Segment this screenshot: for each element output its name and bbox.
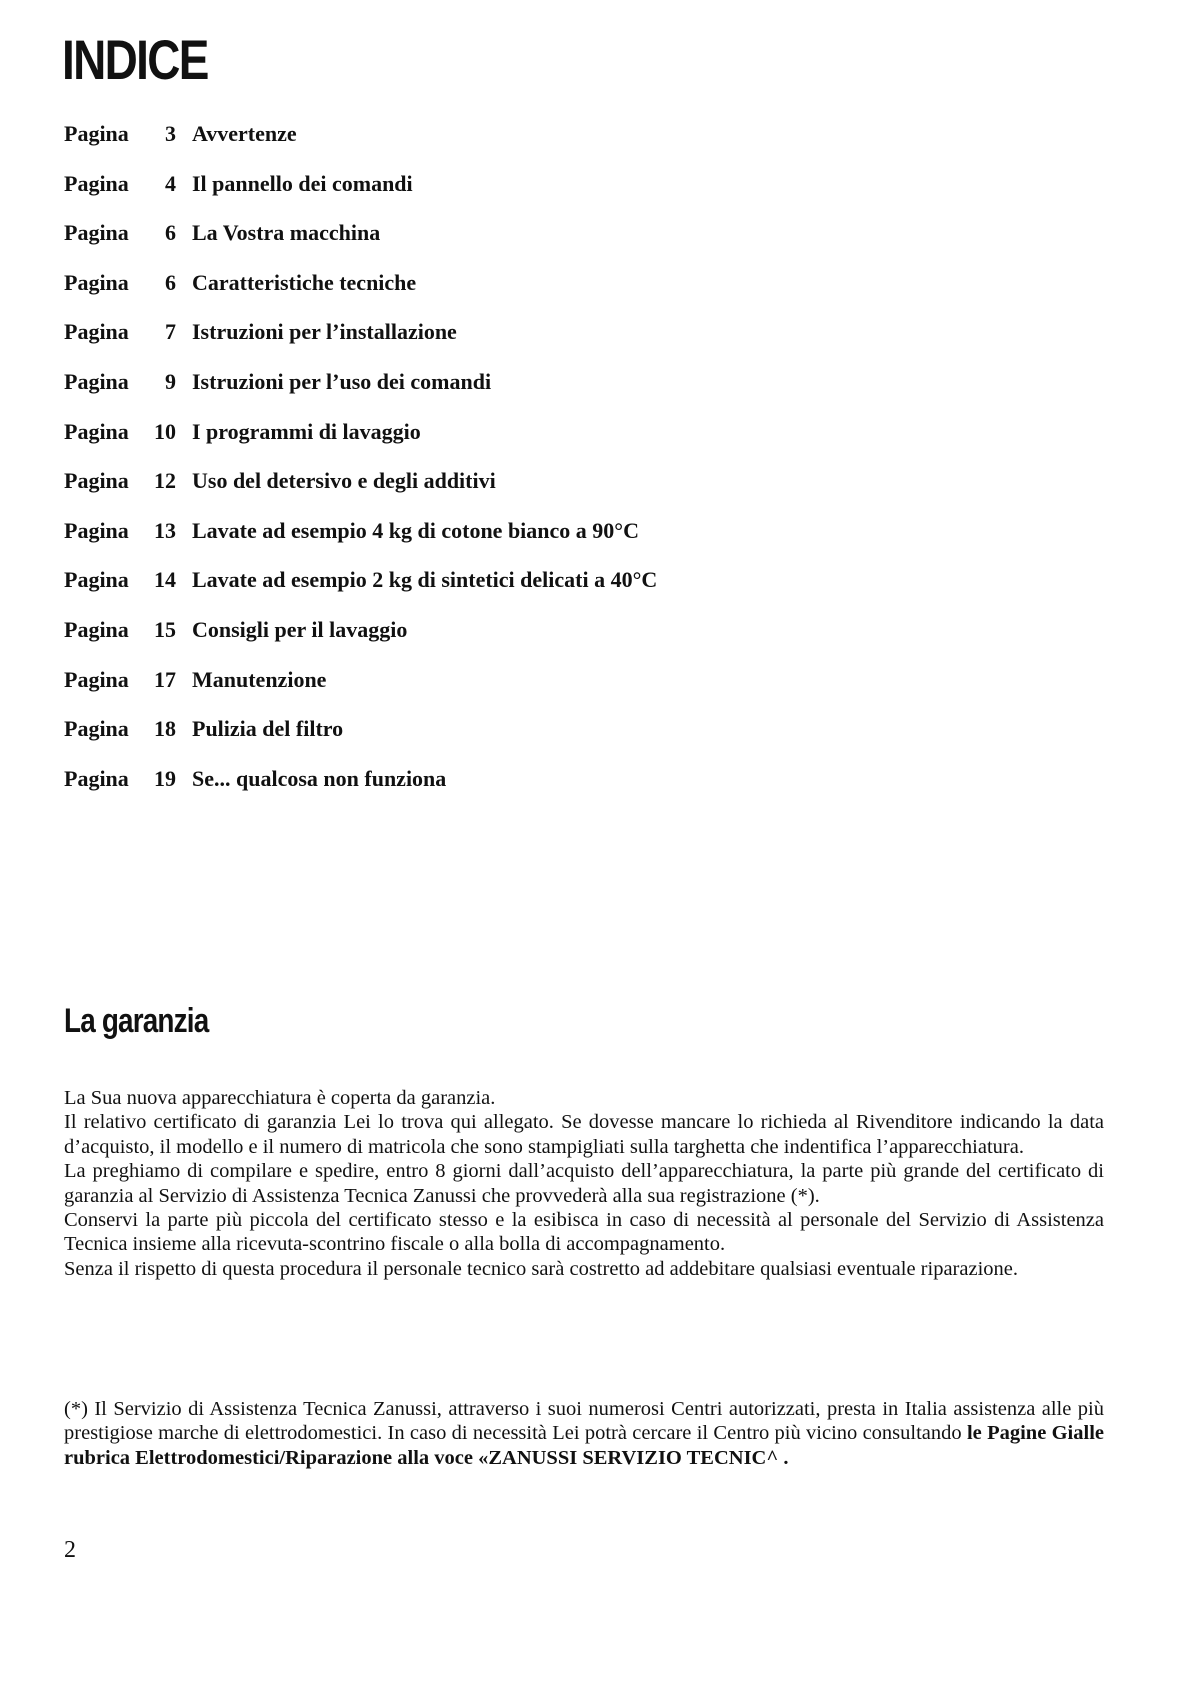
toc-row: [64, 667, 657, 717]
toc-row: [64, 121, 657, 171]
toc-row: [64, 468, 657, 518]
toc-entry-title: Lavate ad esempio 2 kg di sintetici delicati a 40°C: [192, 567, 658, 593]
toc-page-number: 6: [165, 269, 176, 295]
toc-page-number: 7: [165, 319, 176, 345]
table-of-contents: [64, 121, 657, 815]
toc-page-word: Pagina: [64, 319, 129, 345]
toc-row: [64, 617, 657, 667]
toc-entry-title: Uso del detersivo e degli additivi: [192, 468, 496, 494]
guarantee-paragraph: Senza il rispetto di questa procedura il personale tecnico sarà costretto ad addebitare qualsiasi eventuale riparazione.: [64, 1257, 1018, 1280]
guarantee-paragraph: La preghiamo di compilare e spedire, entro 8 giorni dall’acquisto dell’apparecchiatura, la parte più grande del certificato di garanzia al Servizio di Assistenza Tecnica Zanussi che provvederà alla sua registrazione (*).: [64, 1160, 1104, 1207]
footnote-bold-text: le Pagine Gialle rubrica Elettrodomestici/Riparazione alla voce «ZANUSSI SERVIZIO TECNIC^ .: [64, 1422, 1104, 1469]
page-number: 2: [64, 1537, 76, 1563]
toc-row: [64, 369, 657, 419]
toc-row: [64, 270, 657, 320]
toc-page-word: Pagina: [64, 468, 129, 494]
toc-row: [64, 171, 657, 221]
toc-page-number: 14: [154, 567, 176, 593]
toc-entry-title: Se... qualcosa non funziona: [192, 765, 447, 791]
toc-page-word: Pagina: [64, 716, 129, 742]
guarantee-footnote: [64, 1397, 1104, 1470]
toc-page-word: Pagina: [64, 616, 129, 642]
toc-page-number: 12: [154, 468, 176, 494]
toc-entry-title: I programmi di lavaggio: [192, 418, 421, 444]
footnote-text: (*) Il Servizio di Assistenza Tecnica Zanussi, attraverso i suoi numerosi Centri autorizzati, presta in Italia assistenza alle più prestigiose marche di elettrodomestici. In caso di necessità Lei potrà cercare il Centro più vicino consultando: [64, 1398, 1104, 1445]
toc-page-number: 18: [154, 716, 176, 742]
toc-page-word: Pagina: [64, 567, 129, 593]
guarantee-paragraph: La Sua nuova apparecchiatura è coperta da garanzia.: [64, 1087, 496, 1109]
toc-entry-title: Lavate ad esempio 4 kg di cotone bianco a 90°C: [192, 517, 639, 543]
guarantee-title: La garanzia: [64, 1002, 209, 1040]
toc-page-number: 15: [154, 616, 176, 642]
toc-page-number: 17: [154, 666, 176, 692]
toc-row: [64, 319, 657, 369]
toc-page-number: 19: [154, 765, 176, 791]
toc-entry-title: Il pannello dei comandi: [192, 170, 413, 196]
toc-page-number: 10: [154, 418, 176, 444]
toc-page-word: Pagina: [64, 368, 129, 394]
toc-page-number: 13: [154, 517, 176, 543]
guarantee-paragraph: Il relativo certificato di garanzia Lei lo trova qui allegato. Se dovesse mancare lo richieda al Rivenditore indicando la data d’acquisto, il modello e il numero di matricola che sono stampigliati sulla targhetta che indentifica l’apparecchiatura.: [64, 1111, 1104, 1158]
guarantee-body: [64, 1086, 1104, 1281]
toc-entry-title: Avvertenze: [192, 121, 297, 146]
toc-row: [64, 567, 657, 617]
toc-page-word: Pagina: [64, 121, 129, 146]
toc-page-number: 4: [165, 170, 176, 196]
toc-page-word: Pagina: [64, 418, 129, 444]
toc-row: [64, 766, 657, 816]
guarantee-paragraph: Conservi la parte più piccola del certificato stesso e la esibisca in caso di necessità al personale del Servizio di Assistenza Tecnica insieme alla ricevuta-scontrino fiscale o alla bolla di accompagnamento.: [64, 1209, 1104, 1256]
toc-page-number: 3: [165, 121, 176, 146]
toc-entry-title: Manutenzione: [192, 666, 327, 692]
toc-entry-title: Caratteristiche tecniche: [192, 269, 417, 295]
toc-page-number: 9: [165, 368, 176, 394]
toc-page-word: Pagina: [64, 666, 129, 692]
index-title: INDICE: [62, 28, 208, 91]
toc-row: [64, 419, 657, 469]
toc-entry-title: Istruzioni per l’uso dei comandi: [192, 368, 492, 394]
toc-entry-title: Istruzioni per l’installazione: [192, 319, 457, 345]
toc-page-word: Pagina: [64, 269, 129, 295]
toc-entry-title: Consigli per il lavaggio: [192, 616, 408, 642]
toc-entry-title: La Vostra macchina: [192, 220, 381, 246]
toc-page-word: Pagina: [64, 170, 129, 196]
toc-row: [64, 716, 657, 766]
toc-entry-title: Pulizia del filtro: [192, 716, 344, 742]
toc-row: [64, 518, 657, 568]
toc-page-number: 6: [165, 220, 176, 246]
toc-page-word: Pagina: [64, 765, 129, 791]
toc-page-word: Pagina: [64, 220, 129, 246]
toc-row: [64, 220, 657, 270]
toc-page-word: Pagina: [64, 517, 129, 543]
